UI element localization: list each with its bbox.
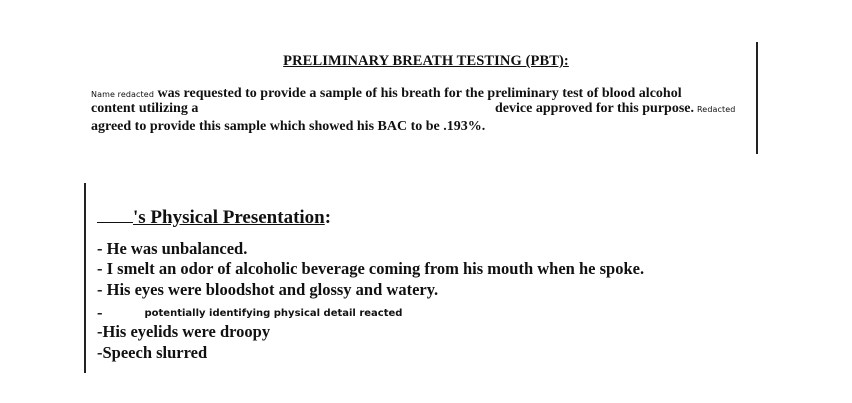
pbt-line-2-right-group	[495, 101, 735, 117]
list-item: -His eyelids were droopy	[97, 322, 271, 341]
list-item: -Speech slurred	[97, 343, 208, 362]
pbt-line-2	[91, 101, 755, 117]
pbt-line-1	[91, 86, 755, 102]
list-item: - I smelt an odor of alcoholic beverage coming from his mouth when he spoke.	[97, 259, 645, 278]
pbt-line-1-text: was requested to provide a sample of his breath for the preliminary test of blood alcohol	[154, 86, 682, 101]
pbt-line-3: agreed to provide this sample which showed his BAC to be .193%.	[91, 119, 486, 134]
physical-heading-colon: :	[324, 207, 332, 228]
physical-presentation-heading	[97, 203, 331, 229]
pbt-line-2-right: device approved for this purpose.	[495, 101, 694, 116]
list-item: - He was unbalanced.	[97, 239, 248, 258]
redacted-detail-note: potentially identifying physical detail reacted	[144, 308, 403, 319]
list-item: - His eyes were bloodshot and glossy and watery.	[97, 280, 439, 299]
pbt-heading: PRELIMINARY BREATH TESTING (PBT):	[283, 53, 569, 69]
redacted-label: Redacted	[697, 105, 736, 114]
redacted-name-blank	[97, 203, 133, 223]
pbt-line-2-left: content utilizing a	[91, 101, 199, 116]
physical-heading-text: 's Physical Presentation	[133, 207, 325, 228]
list-item-dash: -	[97, 303, 103, 322]
margin-line-left	[84, 183, 86, 373]
name-redacted-label: Name redacted	[91, 90, 154, 99]
list-item	[97, 303, 402, 323]
